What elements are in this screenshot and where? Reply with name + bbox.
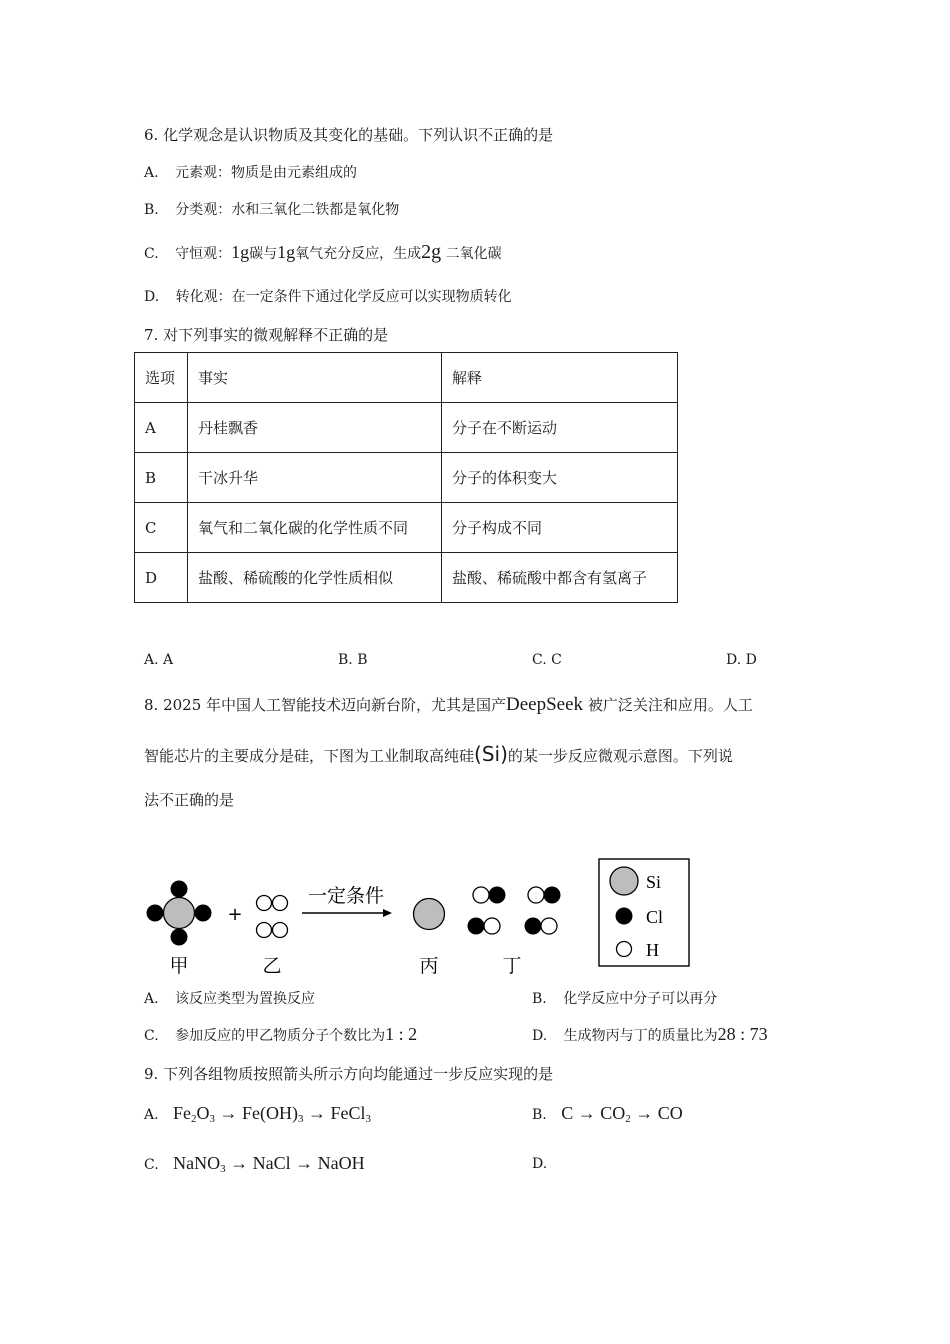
reaction-chain-b: $C \to CO_2$ → CO (561, 1103, 683, 1125)
q8-stem-line3: 法不正确的是 (144, 791, 235, 809)
cell-option: C (135, 503, 188, 553)
q9-option-c (144, 1153, 365, 1175)
q8-option-a (144, 988, 315, 1008)
header-option: 选项 (135, 353, 188, 403)
option-text: 转化观：在一定条件下通过化学反应可以实现物质转化 (175, 289, 512, 305)
arrow-icon: → (635, 1103, 654, 1123)
label-ding: 丁 (502, 955, 522, 977)
option-text: 参加反应的甲乙物质分子个数比为 (175, 1028, 386, 1044)
q6-stem: 6. 化学观念是认识物质及其变化的基础。下列认识不正确的是 (144, 126, 554, 144)
mass-value: 2g (421, 241, 442, 263)
option-label: D. (532, 1028, 548, 1044)
h-atom (528, 887, 544, 903)
cell-explanation: 盐酸、稀硫酸中都含有氢离子 (442, 553, 678, 603)
table-row (135, 503, 678, 553)
atom-legend (599, 859, 689, 966)
table-row (135, 453, 678, 503)
q9-option-d: D. (532, 1156, 548, 1172)
arrow-icon: → (230, 1153, 249, 1173)
reaction-chain-c: NaNO$_3$ → NaCl → NaOH (173, 1153, 365, 1175)
cl-atom (544, 887, 561, 904)
q8-option-c (144, 1024, 417, 1045)
q8-stem-line2 (144, 742, 733, 766)
h-atom (273, 923, 288, 938)
table-row (135, 553, 678, 603)
q6-option-c (144, 241, 502, 264)
option-text: 该反应类型为置换反应 (175, 991, 316, 1007)
h-atom (257, 896, 272, 911)
cl-atom (171, 881, 188, 898)
stem-text: 的某一步反应微观示意图。下列说 (507, 747, 733, 765)
cell-fact: 氧气和二氧化碳的化学性质不同 (188, 503, 442, 553)
q7-stem: 7. 对下列事实的微观解释不正确的是 (144, 326, 389, 344)
legend-h-swatch (617, 942, 632, 957)
legend-si-swatch (610, 867, 638, 895)
cl-atom (195, 905, 212, 922)
legend-h-label: H (646, 940, 659, 960)
h-atom (273, 896, 288, 911)
q9-stem: 9. 下列各组物质按照箭头所示方向均能通过一步反应实现的是 (144, 1065, 554, 1083)
h-atom (257, 923, 272, 938)
reaction-chain-a: $Fe_2O_3 \to Fe(OH)_3$ → FeCl$_3$ (173, 1103, 372, 1125)
stem-text: 8. 2025 年中国人工智能技术迈向新台阶，尤其是国产 (144, 696, 507, 714)
cell-fact: 丹桂飘香 (188, 403, 442, 453)
arrow-icon: → (308, 1103, 327, 1123)
option-text: 化学反应中分子可以再分 (563, 991, 718, 1007)
option-label: B. (532, 1107, 547, 1123)
option-label: B. (144, 202, 159, 218)
option-text: 氧气充分反应，生成 (295, 246, 422, 262)
cl-atom (489, 887, 506, 904)
option-text: 碳与 (249, 246, 278, 262)
reaction-diagram (140, 855, 700, 980)
option-label: A. (144, 991, 159, 1007)
cell-fact: 干冰升华 (188, 453, 442, 503)
q9-option-a (144, 1103, 371, 1125)
molecule-jia (147, 881, 212, 946)
legend-cl-label: Cl (646, 907, 664, 927)
option-label: B. (532, 991, 547, 1007)
q7-choice-b: B. B (338, 652, 368, 668)
si-symbol: (Si) (474, 742, 508, 766)
q7-table (134, 352, 678, 603)
cl-atom (525, 918, 542, 935)
q8-stem-line1 (144, 694, 753, 716)
arrow-icon: → (295, 1153, 314, 1173)
q9-option-b (532, 1103, 683, 1125)
h-atom (541, 918, 557, 934)
option-text: 生成物丙与丁的质量比为 (563, 1028, 718, 1044)
option-label: A. (144, 1107, 159, 1123)
option-label: C. (144, 1157, 159, 1173)
cell-explanation: 分子构成不同 (442, 503, 678, 553)
molecule-yi (257, 896, 288, 938)
label-yi: 乙 (262, 955, 282, 977)
h-atom (484, 918, 500, 934)
option-text: 分类观：水和三氧化二铁都是氧化物 (175, 202, 400, 218)
cl-atom (468, 918, 485, 935)
deepseek-name: DeepSeek (506, 694, 584, 715)
q8-option-d (532, 1024, 768, 1045)
h-atom (473, 887, 489, 903)
ratio-value: 28 : 73 (717, 1024, 768, 1044)
q7-choice-d: D. D (726, 652, 757, 668)
cell-option: A (135, 403, 188, 453)
cell-fact: 盐酸、稀硫酸的化学性质相似 (188, 553, 442, 603)
label-jia: 甲 (169, 955, 189, 977)
mass-value: 1g (277, 242, 296, 262)
mass-value: 1g (231, 242, 250, 262)
arrow-icon: → (577, 1103, 596, 1123)
stem-text: 智能芯片的主要成分是硅，下图为工业制取高纯硅 (144, 747, 475, 765)
option-label: D. (144, 289, 160, 305)
plus-sign: + (227, 904, 243, 925)
option-label: C. (144, 246, 159, 262)
label-bing: 丙 (419, 955, 439, 977)
cell-explanation: 分子的体积变大 (442, 453, 678, 503)
table-header-row (135, 353, 678, 403)
legend-si-label: Si (646, 872, 662, 892)
legend-cl-swatch (616, 908, 633, 925)
reaction-condition: 一定条件 (307, 885, 385, 907)
molecule-bing (414, 899, 445, 930)
ratio-value: 1 : 2 (385, 1024, 418, 1044)
cell-explanation: 分子在不断运动 (442, 403, 678, 453)
header-fact: 事实 (188, 353, 442, 403)
q8-option-b (532, 988, 717, 1008)
table-row (135, 403, 678, 453)
q6-option-d (144, 286, 512, 306)
cl-atom (171, 929, 188, 946)
arrow-icon: → (219, 1103, 238, 1123)
q7-choice-a: A. A (144, 652, 174, 668)
option-label: A. (144, 165, 159, 181)
q7-choice-c: C. C (532, 652, 562, 668)
option-label: C. (144, 1028, 159, 1044)
cl-atom (147, 905, 164, 922)
q6-option-a (144, 162, 357, 182)
option-text: 元素观：物质是由元素组成的 (175, 165, 358, 181)
cell-option: B (135, 453, 188, 503)
stem-text: 被广泛关注和应用。人工 (587, 696, 753, 714)
molecule-ding (468, 887, 561, 935)
option-text: 守恒观： (175, 246, 232, 262)
q6-option-b (144, 199, 399, 219)
option-text: 二氧化碳 (445, 246, 502, 262)
si-atom (164, 898, 195, 929)
header-explanation: 解释 (442, 353, 678, 403)
arrow-head (383, 909, 392, 917)
cell-option: D (135, 553, 188, 603)
